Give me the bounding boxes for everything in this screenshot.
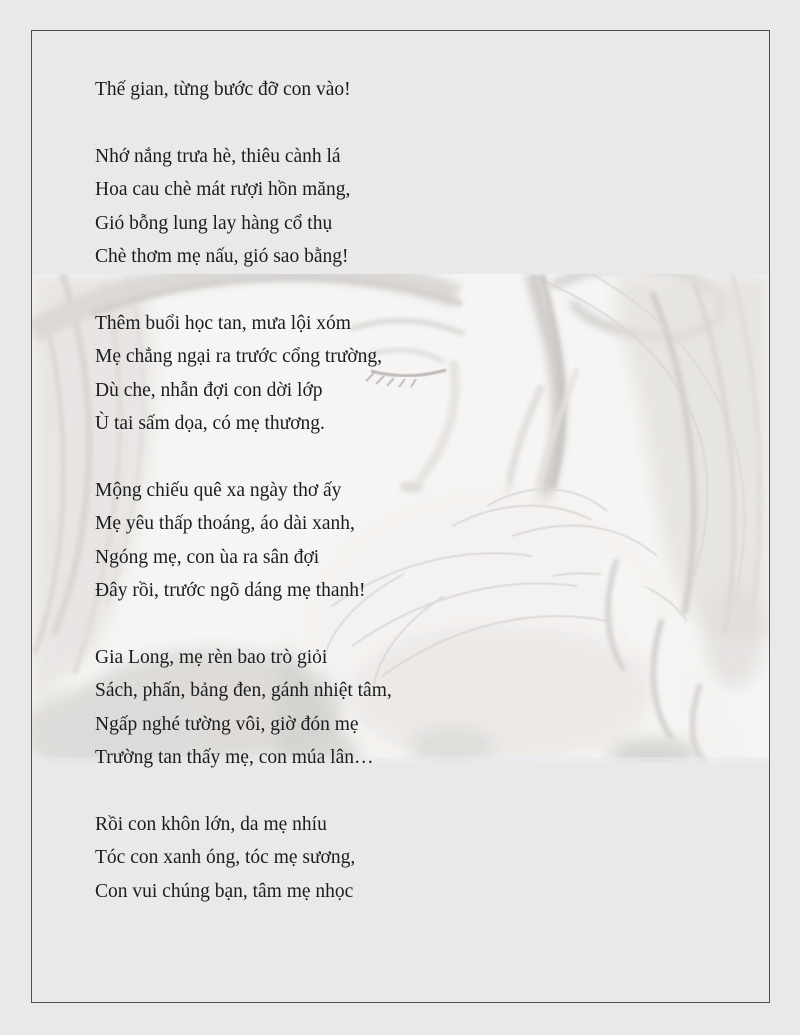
poem-line: Mẹ yêu thấp thoáng, áo dài xanh,	[95, 513, 355, 535]
poem-line: Gia Long, mẹ rèn bao trò giỏi	[95, 646, 328, 668]
poem-page	[31, 30, 770, 1003]
poem-line: Mẹ chẳng ngại ra trước cổng trường,	[95, 346, 383, 368]
poem-text	[95, 73, 749, 941]
poem-line: Gió bỗng lung lay hàng cổ thụ	[95, 212, 333, 234]
poem-line: Ngóng mẹ, con ùa ra sân đợi	[95, 546, 320, 568]
poem-line: Thêm buổi học tan, mưa lội xóm	[95, 312, 351, 334]
poem-stanza	[95, 73, 749, 106]
poem-line: Tóc con xanh óng, tóc mẹ sương,	[95, 847, 356, 869]
poem-stanza	[95, 808, 749, 908]
poem-line: Con vui chúng bạn, tâm mẹ nhọc	[95, 880, 354, 902]
poem-line: Sách, phấn, bảng đen, gánh nhiệt tâm,	[95, 680, 392, 702]
poem-line: Thế gian, từng bước đỡ con vào!	[95, 79, 351, 100]
poem-line: Chè thơm mẹ nấu, gió sao bằng!	[95, 246, 349, 268]
poem-stanza	[95, 474, 749, 608]
poem-line: Đây rồi, trước ngõ dáng mẹ thanh!	[95, 580, 366, 602]
poem-line: Hoa cau chè mát rượi hồn măng,	[95, 179, 351, 201]
poem-stanza	[95, 641, 749, 775]
poem-line: Mộng chiếu quê xa ngày thơ ấy	[95, 479, 342, 501]
poem-stanza	[95, 140, 749, 274]
poem-line: Trường tan thấy mẹ, con múa lân…	[95, 747, 374, 769]
poem-line: Nhớ nắng trưa hè, thiêu cành lá	[95, 145, 341, 167]
poem-line: Rồi con khôn lớn, da mẹ nhíu	[95, 813, 327, 835]
poem-line: Ù tai sấm dọa, có mẹ thương.	[95, 413, 325, 435]
poem-stanza	[95, 307, 749, 441]
poem-line: Dù che, nhẫn đợi con dời lớp	[95, 379, 323, 401]
poem-line: Ngấp nghé tường vôi, giờ đón mẹ	[95, 713, 359, 735]
